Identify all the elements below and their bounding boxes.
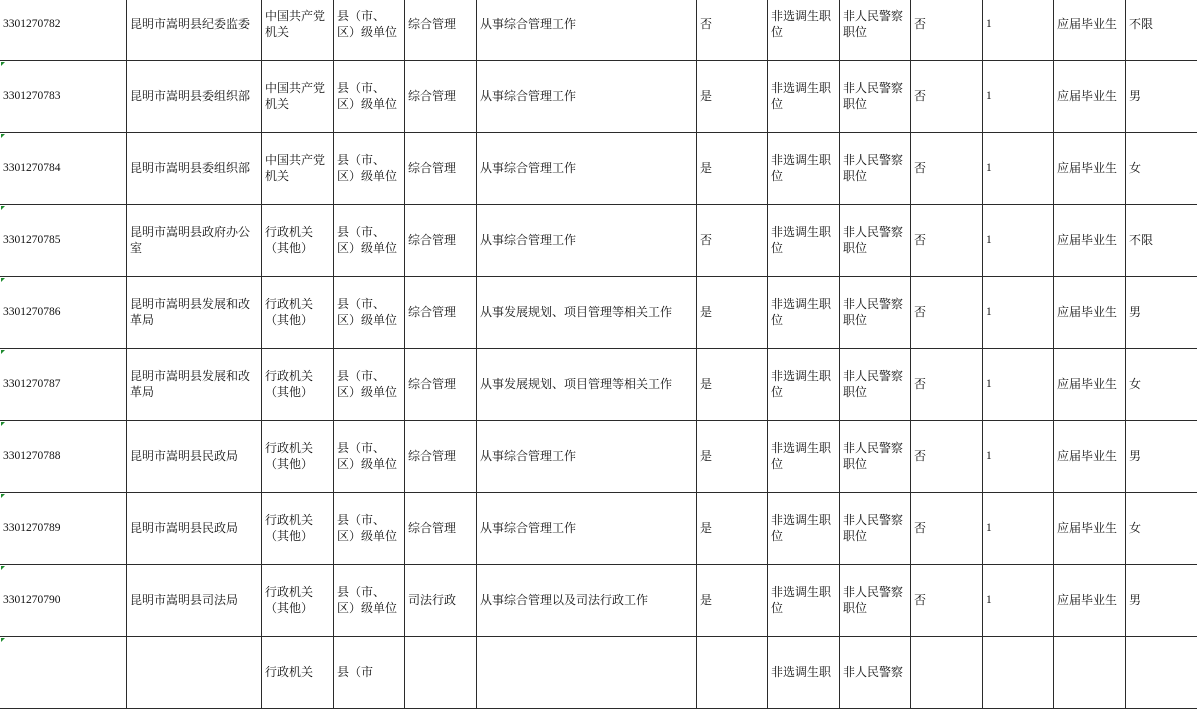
police-position-cell — [840, 349, 911, 421]
organization-type-cell — [262, 493, 334, 565]
position-category-cell — [405, 133, 477, 205]
flag-cell-2-text: 否 — [914, 521, 979, 537]
flag-cell-2-text: 否 — [914, 377, 979, 393]
police-position-cell — [840, 133, 911, 205]
position-category-cell — [405, 205, 477, 277]
position-code-cell-text: 3301270785 — [3, 233, 123, 249]
position-type-cell — [768, 565, 840, 637]
duty-description-cell — [477, 493, 697, 565]
unit-level-cell-text: 县（市、区）级单位 — [337, 297, 401, 328]
position-category-cell-text: 综合管理 — [408, 161, 473, 177]
department-cell — [127, 133, 262, 205]
unit-level-cell-text: 县（市、区）级单位 — [337, 585, 401, 616]
position-code-cell — [0, 205, 127, 277]
flag-cell-2 — [911, 421, 983, 493]
duty-description-cell-text: 从事综合管理工作 — [480, 89, 693, 105]
candidate-source-cell — [1054, 565, 1126, 637]
gender-cell — [1126, 277, 1197, 349]
department-cell — [127, 0, 262, 61]
gender-cell-text: 男 — [1129, 449, 1195, 465]
flag-cell-2 — [911, 493, 983, 565]
gender-cell — [1126, 565, 1197, 637]
organization-type-cell-text: 中国共产党机关 — [265, 81, 330, 112]
department-cell-text: 昆明市嵩明县委组织部 — [130, 89, 258, 105]
organization-type-cell — [262, 421, 334, 493]
position-code-cell — [0, 277, 127, 349]
table-row — [0, 133, 1197, 205]
position-code-cell — [0, 565, 127, 637]
candidate-source-cell-text: 应届毕业生 — [1057, 161, 1122, 177]
unit-level-cell — [334, 349, 405, 421]
recruit-count-cell-text: 1 — [986, 521, 1050, 537]
unit-level-cell-text: 县（市、区）级单位 — [337, 81, 401, 112]
position-category-cell — [405, 493, 477, 565]
department-cell — [127, 565, 262, 637]
position-category-cell — [405, 349, 477, 421]
recruit-count-cell-text: 1 — [986, 161, 1050, 177]
police-position-cell — [840, 61, 911, 133]
duty-description-cell-text: 从事综合管理工作 — [480, 161, 693, 177]
unit-level-cell-text: 县（市、区）级单位 — [337, 9, 401, 40]
position-type-cell — [768, 421, 840, 493]
duty-description-cell-text: 从事发展规划、项目管理等相关工作 — [480, 377, 693, 393]
unit-level-cell — [334, 133, 405, 205]
gender-cell-text: 女 — [1129, 377, 1195, 393]
position-category-cell — [405, 565, 477, 637]
recruit-count-cell — [983, 277, 1054, 349]
duty-description-cell-text: 从事综合管理工作 — [480, 233, 693, 249]
unit-level-cell — [334, 0, 405, 61]
duty-description-cell — [477, 565, 697, 637]
gender-cell-text: 男 — [1129, 593, 1195, 609]
gender-cell-text: 男 — [1129, 305, 1195, 321]
organization-type-cell-text: 中国共产党机关 — [265, 153, 330, 184]
recruit-count-cell — [983, 421, 1054, 493]
duty-description-cell-text: 从事综合管理以及司法行政工作 — [480, 593, 693, 609]
duty-description-cell — [477, 205, 697, 277]
gender-cell — [1126, 421, 1197, 493]
department-cell-text: 昆明市嵩明县民政局 — [130, 521, 258, 537]
position-code-cell-text: 3301270782 — [3, 17, 123, 33]
gender-cell — [1126, 133, 1197, 205]
candidate-source-cell-text: 应届毕业生 — [1057, 89, 1122, 105]
recruit-count-cell — [983, 61, 1054, 133]
flag-cell-2 — [911, 565, 983, 637]
candidate-source-cell — [1054, 133, 1126, 205]
position-category-cell-text: 综合管理 — [408, 305, 473, 321]
department-cell — [127, 349, 262, 421]
table-row — [0, 421, 1197, 493]
position-category-cell-text: 综合管理 — [408, 17, 473, 33]
flag-cell-2 — [911, 0, 983, 61]
table-row — [0, 205, 1197, 277]
candidate-source-cell — [1054, 205, 1126, 277]
police-position-cell-text: 非人民警察职位 — [843, 513, 907, 544]
position-type-cell — [768, 0, 840, 61]
flag-cell — [697, 0, 768, 61]
flag-cell-2-text: 否 — [914, 89, 979, 105]
position-code-cell-text: 3301270790 — [3, 593, 123, 609]
duty-description-cell-text: 从事综合管理工作 — [480, 521, 693, 537]
position-category-cell — [405, 421, 477, 493]
position-code-cell-text: 3301270788 — [3, 449, 123, 465]
candidate-source-cell-text: 应届毕业生 — [1057, 305, 1122, 321]
duty-description-cell — [477, 133, 697, 205]
position-code-cell — [0, 133, 127, 205]
unit-level-cell-text: 县（市、区）级单位 — [337, 153, 401, 184]
recruit-count-cell — [983, 0, 1054, 61]
candidate-source-cell-text: 应届毕业生 — [1057, 521, 1122, 537]
flag-cell-2-text: 否 — [914, 449, 979, 465]
table-row — [0, 349, 1197, 421]
police-position-cell-text: 非人民警察 — [843, 665, 907, 681]
department-cell-text: 昆明市嵩明县委组织部 — [130, 161, 258, 177]
position-category-cell — [405, 0, 477, 61]
department-cell — [127, 493, 262, 565]
position-type-cell-text: 非选调生职 — [771, 665, 836, 681]
department-cell-text: 昆明市嵩明县司法局 — [130, 593, 258, 609]
duty-description-cell — [477, 421, 697, 493]
gender-cell-text: 女 — [1129, 161, 1195, 177]
position-type-cell-text: 非选调生职位 — [771, 441, 836, 472]
police-position-cell — [840, 205, 911, 277]
candidate-source-cell-text: 应届毕业生 — [1057, 593, 1122, 609]
position-code-cell-text: 3301270786 — [3, 305, 123, 321]
position-category-cell-text: 综合管理 — [408, 89, 473, 105]
flag-cell-2 — [911, 133, 983, 205]
position-type-cell — [768, 61, 840, 133]
duty-description-cell-text: 从事发展规划、项目管理等相关工作 — [480, 305, 693, 321]
recruit-count-cell-text: 1 — [986, 89, 1050, 105]
recruit-count-cell-text: 1 — [986, 377, 1050, 393]
position-type-cell-text: 非选调生职位 — [771, 153, 836, 184]
position-code-cell — [0, 349, 127, 421]
recruit-count-cell-text: 1 — [986, 233, 1050, 249]
department-cell — [127, 421, 262, 493]
gender-cell-text: 不限 — [1129, 233, 1195, 249]
position-type-cell-text: 非选调生职位 — [771, 9, 836, 40]
gender-cell-text: 男 — [1129, 89, 1195, 105]
flag-cell — [697, 421, 768, 493]
police-position-cell-text: 非人民警察职位 — [843, 369, 907, 400]
candidate-source-cell — [1054, 421, 1126, 493]
position-category-cell-text: 综合管理 — [408, 449, 473, 465]
candidate-source-cell — [1054, 0, 1126, 61]
police-position-cell — [840, 0, 911, 61]
police-position-cell-text: 非人民警察职位 — [843, 585, 907, 616]
police-position-cell — [840, 277, 911, 349]
flag-cell-text: 是 — [700, 377, 764, 393]
position-code-cell-text: 3301270787 — [3, 377, 123, 393]
flag-cell-2 — [911, 349, 983, 421]
candidate-source-cell-text: 应届毕业生 — [1057, 17, 1122, 33]
department-cell — [127, 205, 262, 277]
flag-cell-text: 是 — [700, 161, 764, 177]
flag-cell-2-text: 否 — [914, 161, 979, 177]
position-type-cell — [768, 349, 840, 421]
candidate-source-cell-text: 应届毕业生 — [1057, 449, 1122, 465]
gender-cell — [1126, 0, 1197, 61]
unit-level-cell — [334, 493, 405, 565]
flag-cell — [697, 277, 768, 349]
police-position-cell-text: 非人民警察职位 — [843, 81, 907, 112]
unit-level-cell — [334, 61, 405, 133]
position-category-cell-text: 综合管理 — [408, 233, 473, 249]
duty-description-cell-text: 从事综合管理工作 — [480, 449, 693, 465]
flag-cell — [697, 133, 768, 205]
flag-cell-text: 是 — [700, 449, 764, 465]
position-code-cell-text: 3301270789 — [3, 521, 123, 537]
unit-level-cell-text: 县（市、区）级单位 — [337, 513, 401, 544]
flag-cell-text: 是 — [700, 593, 764, 609]
department-cell — [127, 277, 262, 349]
flag-cell-2-text: 否 — [914, 17, 979, 33]
candidate-source-cell — [1054, 61, 1126, 133]
police-position-cell-text: 非人民警察职位 — [843, 297, 907, 328]
position-type-cell — [768, 493, 840, 565]
table-row — [0, 277, 1197, 349]
organization-type-cell — [262, 61, 334, 133]
police-position-cell-text: 非人民警察职位 — [843, 225, 907, 256]
position-category-cell-text: 综合管理 — [408, 377, 473, 393]
duty-description-cell — [477, 0, 697, 61]
unit-level-cell — [334, 421, 405, 493]
flag-cell-text: 否 — [700, 233, 764, 249]
flag-cell-2-text: 否 — [914, 233, 979, 249]
recruit-count-cell — [983, 133, 1054, 205]
flag-cell — [697, 565, 768, 637]
flag-cell-2 — [911, 277, 983, 349]
table-row — [0, 61, 1197, 133]
position-code-cell — [0, 0, 127, 61]
table-row — [0, 0, 1197, 61]
police-position-cell — [840, 565, 911, 637]
position-type-cell-text: 非选调生职位 — [771, 225, 836, 256]
duty-description-cell — [477, 277, 697, 349]
recruit-count-cell — [983, 205, 1054, 277]
flag-cell-text: 是 — [700, 89, 764, 105]
gender-cell — [1126, 205, 1197, 277]
gender-cell — [1126, 349, 1197, 421]
position-type-cell-text: 非选调生职位 — [771, 297, 836, 328]
position-code-cell-text: 3301270784 — [3, 161, 123, 177]
recruit-count-cell — [983, 493, 1054, 565]
organization-type-cell-text: 行政机关（其他） — [265, 513, 330, 544]
position-code-cell — [0, 61, 127, 133]
gender-cell — [1126, 61, 1197, 133]
recruit-count-cell-text: 1 — [986, 449, 1050, 465]
recruit-count-cell — [983, 349, 1054, 421]
recruit-count-cell — [983, 565, 1054, 637]
flag-cell-2-text: 否 — [914, 593, 979, 609]
police-position-cell-text: 非人民警察职位 — [843, 153, 907, 184]
flag-cell-2-text: 否 — [914, 305, 979, 321]
position-type-cell-text: 非选调生职位 — [771, 585, 836, 616]
candidate-source-cell — [1054, 493, 1126, 565]
duty-description-cell-text: 从事综合管理工作 — [480, 17, 693, 33]
organization-type-cell — [262, 565, 334, 637]
position-code-cell — [0, 421, 127, 493]
organization-type-cell — [262, 133, 334, 205]
position-type-cell-text: 非选调生职位 — [771, 513, 836, 544]
flag-cell-2 — [911, 205, 983, 277]
recruit-count-cell-text: 1 — [986, 593, 1050, 609]
police-position-cell-text: 非人民警察职位 — [843, 441, 907, 472]
organization-type-cell-text: 行政机关（其他） — [265, 297, 330, 328]
unit-level-cell — [334, 277, 405, 349]
candidate-source-cell-text: 应届毕业生 — [1057, 377, 1122, 393]
duty-description-cell — [477, 349, 697, 421]
duty-description-cell — [477, 61, 697, 133]
police-position-cell-text: 非人民警察职位 — [843, 9, 907, 40]
candidate-source-cell-text: 应届毕业生 — [1057, 233, 1122, 249]
gender-cell — [1126, 493, 1197, 565]
unit-level-cell-text: 县（市、区）级单位 — [337, 441, 401, 472]
organization-type-cell-text: 行政机关（其他） — [265, 225, 330, 256]
organization-type-cell-text: 行政机关（其他） — [265, 369, 330, 400]
organization-type-cell-text: 中国共产党机关 — [265, 9, 330, 40]
organization-type-cell-text: 行政机关（其他） — [265, 441, 330, 472]
position-type-cell-text: 非选调生职位 — [771, 369, 836, 400]
position-type-cell — [768, 205, 840, 277]
organization-type-cell — [262, 205, 334, 277]
recruit-count-cell-text: 1 — [986, 17, 1050, 33]
unit-level-cell-text: 县（市 — [337, 665, 401, 681]
recruit-count-cell-text: 1 — [986, 305, 1050, 321]
organization-type-cell-text: 行政机关 — [265, 665, 330, 681]
position-category-cell-text: 司法行政 — [408, 593, 473, 609]
flag-cell-text: 是 — [700, 521, 764, 537]
table-row — [0, 493, 1197, 565]
position-category-cell-text: 综合管理 — [408, 521, 473, 537]
flag-cell-text: 是 — [700, 305, 764, 321]
position-category-cell — [405, 61, 477, 133]
organization-type-cell-text: 行政机关（其他） — [265, 585, 330, 616]
position-type-cell — [768, 277, 840, 349]
candidate-source-cell — [1054, 349, 1126, 421]
unit-level-cell-text: 县（市、区）级单位 — [337, 369, 401, 400]
department-cell-text: 昆明市嵩明县民政局 — [130, 449, 258, 465]
position-code-cell-text: 3301270783 — [3, 89, 123, 105]
department-cell-text: 昆明市嵩明县政府办公室 — [130, 225, 258, 256]
organization-type-cell — [262, 0, 334, 61]
department-cell-text: 昆明市嵩明县纪委监委 — [130, 17, 258, 33]
unit-level-cell-text: 县（市、区）级单位 — [337, 225, 401, 256]
position-type-cell — [768, 133, 840, 205]
gender-cell-text: 不限 — [1129, 17, 1195, 33]
organization-type-cell — [262, 349, 334, 421]
position-category-cell — [405, 277, 477, 349]
position-type-cell-text: 非选调生职位 — [771, 81, 836, 112]
flag-cell — [697, 61, 768, 133]
unit-level-cell — [334, 565, 405, 637]
flag-cell — [697, 349, 768, 421]
police-position-cell — [840, 493, 911, 565]
table-row — [0, 565, 1197, 637]
flag-cell-text: 否 — [700, 17, 764, 33]
flag-cell — [697, 205, 768, 277]
gender-cell-text: 女 — [1129, 521, 1195, 537]
organization-type-cell — [262, 277, 334, 349]
position-code-cell — [0, 493, 127, 565]
flag-cell-2 — [911, 61, 983, 133]
flag-cell — [697, 493, 768, 565]
department-cell — [127, 61, 262, 133]
police-position-cell — [840, 421, 911, 493]
unit-level-cell — [334, 205, 405, 277]
department-cell-text: 昆明市嵩明县发展和改革局 — [130, 369, 258, 400]
candidate-source-cell — [1054, 277, 1126, 349]
department-cell-text: 昆明市嵩明县发展和改革局 — [130, 297, 258, 328]
